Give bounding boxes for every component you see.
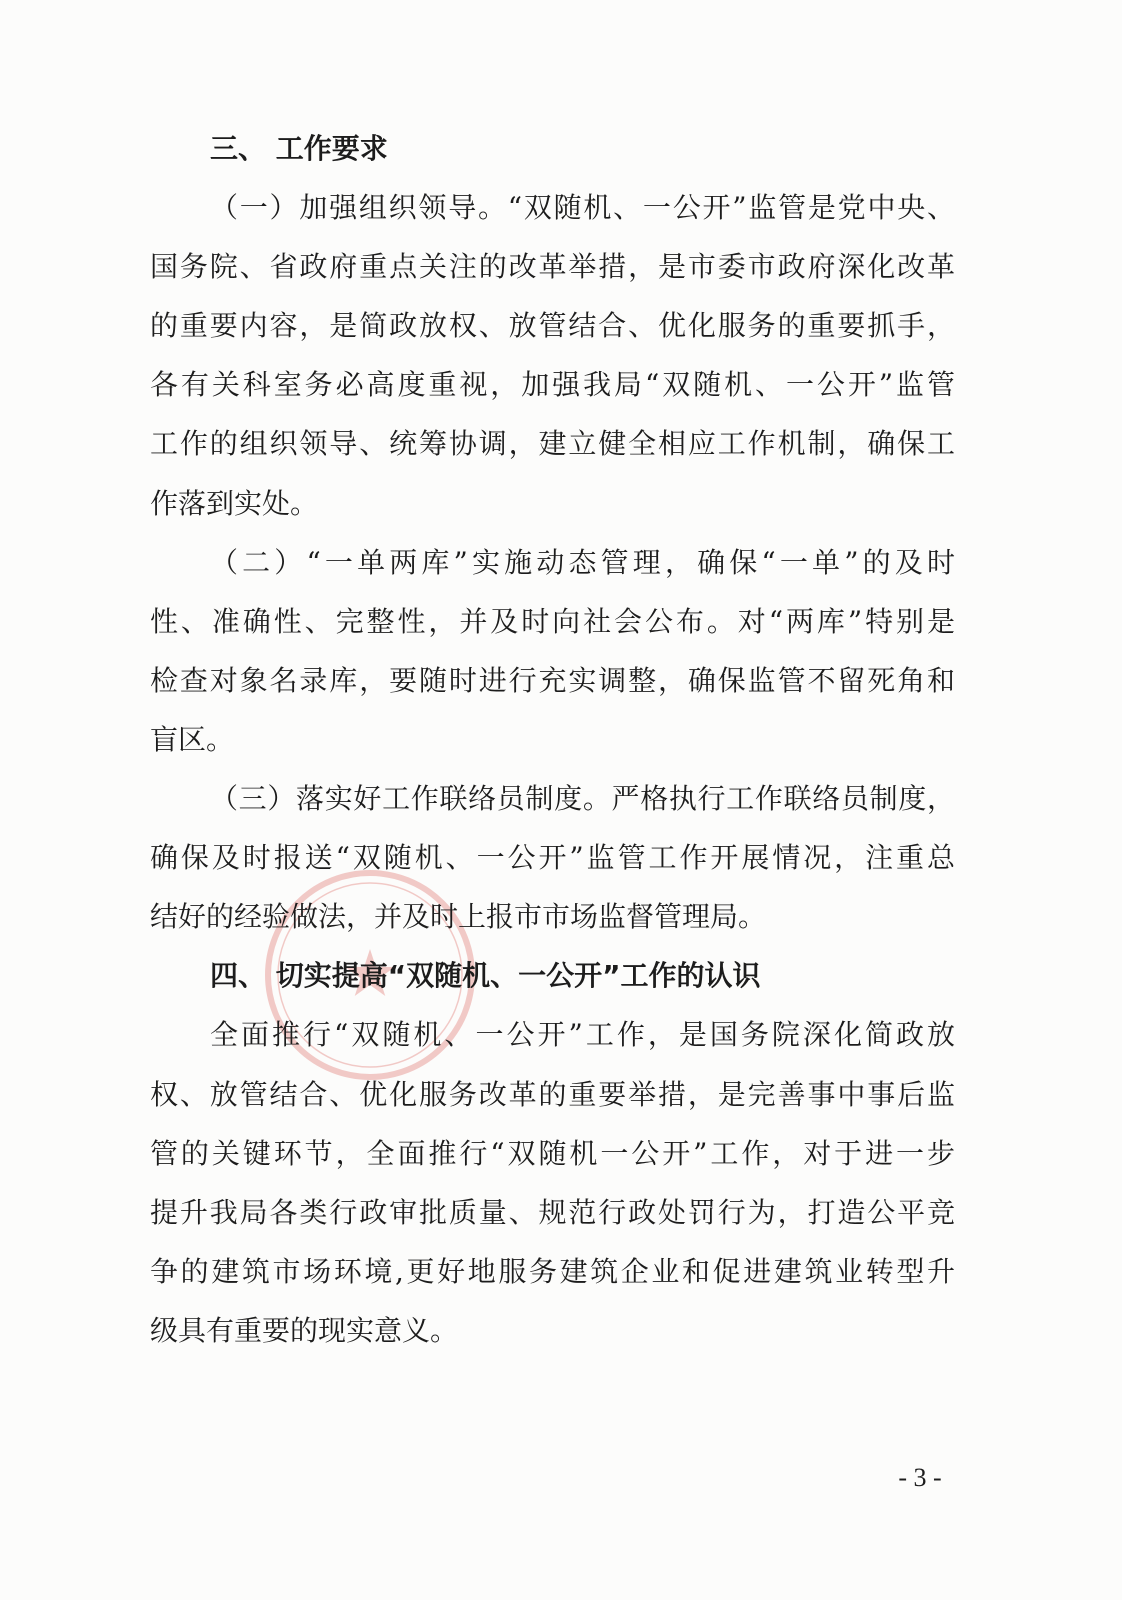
text-line: （三）落实好工作联络员制度。严格执行工作联络员制度， <box>210 782 955 816</box>
section-heading: 三、 工作要求 <box>210 132 388 165</box>
text-line: 国务院、省政府重点关注的改革举措，是市委市政府深化改革 <box>150 250 955 284</box>
text-line: 作落到实处。 <box>150 486 319 520</box>
paragraph <box>150 1005 955 1360</box>
paragraph <box>150 178 955 533</box>
text-line: （一）加强组织领导。“双随机、一公开”监管是党中央、 <box>210 191 955 225</box>
body-text <box>150 119 955 1360</box>
paragraph <box>150 533 955 769</box>
text-line: 权、放管结合、优化服务改革的重要举措，是完善事中事后监 <box>150 1077 955 1111</box>
text-line: 争的建筑市场环境,更好地服务建筑企业和促进建筑业转型升 <box>150 1254 955 1288</box>
text-line: 盲区。 <box>150 722 235 756</box>
text-line: 各有关科室务必高度重视，加强我局“双随机、一公开”监管 <box>150 368 955 402</box>
text-line: 的重要内容，是简政放权、放管结合、优化服务的重要抓手， <box>150 309 955 343</box>
page-number: - 3 - <box>898 1463 942 1492</box>
text-line: （二）“一单两库”实施动态管理，确保“一单”的及时 <box>210 545 955 579</box>
section-heading: 四、 切实提高“双随机、一公开”工作的认识 <box>210 959 761 993</box>
text-line: 检查对象名录库，要随时进行充实调整，确保监管不留死角和 <box>150 663 955 697</box>
text-line: 结好的经验做法，并及时上报市市场监督管理局。 <box>150 900 767 934</box>
text-line: 管的关键环节，全面推行“双随机一公开”工作，对于进一步 <box>150 1136 955 1170</box>
text-line: 级具有重要的现实意义。 <box>150 1313 459 1347</box>
text-line: 全面推行“双随机、一公开”工作，是国务院深化简政放 <box>210 1018 955 1052</box>
paragraph <box>150 769 955 946</box>
text-line: 确保及时报送“双随机、一公开”监管工作开展情况，注重总 <box>150 841 955 875</box>
text-line: 提升我局各类行政审批质量、规范行政处罚行为，打造公平竞 <box>150 1195 955 1229</box>
text-line: 性、准确性、完整性，并及时向社会公布。对“两库”特别是 <box>150 604 955 638</box>
text-line: 工作的组织领导、统筹协调，建立健全相应工作机制，确保工 <box>150 427 955 461</box>
